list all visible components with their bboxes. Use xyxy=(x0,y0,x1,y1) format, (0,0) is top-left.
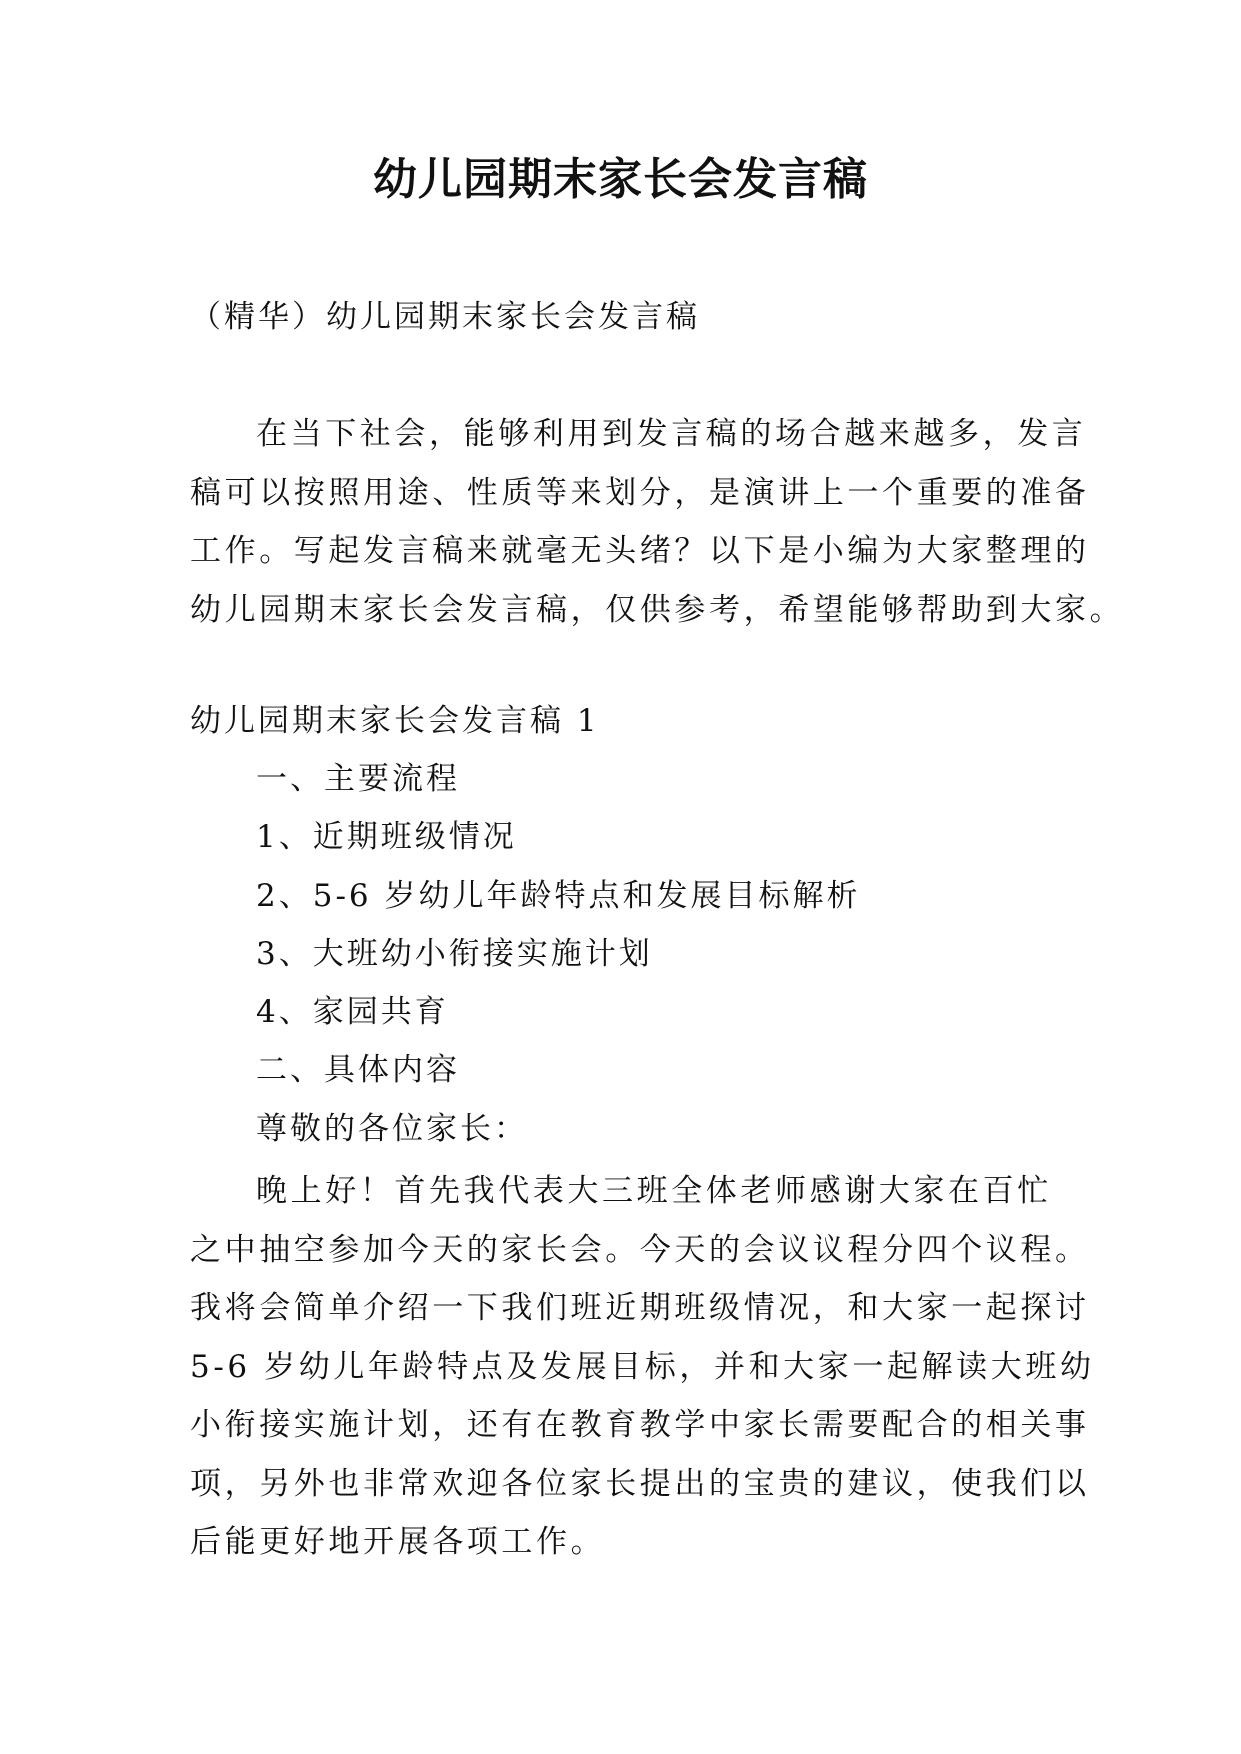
body-line: 项，另外也非常欢迎各位家长提出的宝贵的建议，使我们以 xyxy=(190,1465,1090,1502)
greeting: 尊敬的各位家长： xyxy=(256,1110,528,1147)
outline-item: 4、家园共育 xyxy=(256,994,449,1031)
body-line: 之中抽空参加今天的家长会。今天的会议议程分四个议程。 xyxy=(190,1231,1090,1268)
intro-line: 在当下社会，能够利用到发言稿的场合越来越多，发言 xyxy=(256,416,1087,452)
body-line: 小衔接实施计划，还有在教育教学中家长需要配合的相关事 xyxy=(190,1407,1090,1443)
body-paragraph xyxy=(190,1162,1095,1572)
section-heading: 幼儿园期末家长会发言稿 1 xyxy=(190,703,600,739)
intro-paragraph xyxy=(190,405,1125,639)
outline-item: 二、具体内容 xyxy=(256,1052,460,1089)
outline-list xyxy=(256,754,861,1162)
intro-line: 稿可以按照用途、性质等来划分，是演讲上一个重要的准备 xyxy=(190,474,1090,511)
outline-item: 3、大班幼小衔接实施计划 xyxy=(256,935,653,972)
document-title: 幼儿园期末家长会发言稿 xyxy=(373,154,868,205)
intro-line: 幼儿园期末家长会发言稿，仅供参考，希望能够帮助到大家。 xyxy=(190,591,1125,628)
body-line: 晚上好！首先我代表大三班全体老师感谢大家在百忙 xyxy=(256,1173,1052,1209)
document-subtitle: （精华）幼儿园期末家长会发言稿 xyxy=(190,299,700,335)
body-line: 后能更好地开展各项工作。 xyxy=(190,1524,606,1560)
outline-item: 2、5-6 岁幼儿年龄特点和发展目标解析 xyxy=(256,877,861,914)
intro-line: 工作。写起发言稿来就毫无头绪？以下是小编为大家整理的 xyxy=(190,533,1090,569)
body-line: 我将会简单介绍一下我们班近期班级情况，和大家一起探讨 xyxy=(190,1290,1090,1326)
outline-item: 1、近期班级情况 xyxy=(256,819,517,856)
outline-item: 一、主要流程 xyxy=(256,761,460,797)
body-line: 5-6 岁幼儿年龄特点及发展目标，并和大家一起解读大班幼 xyxy=(190,1348,1095,1385)
